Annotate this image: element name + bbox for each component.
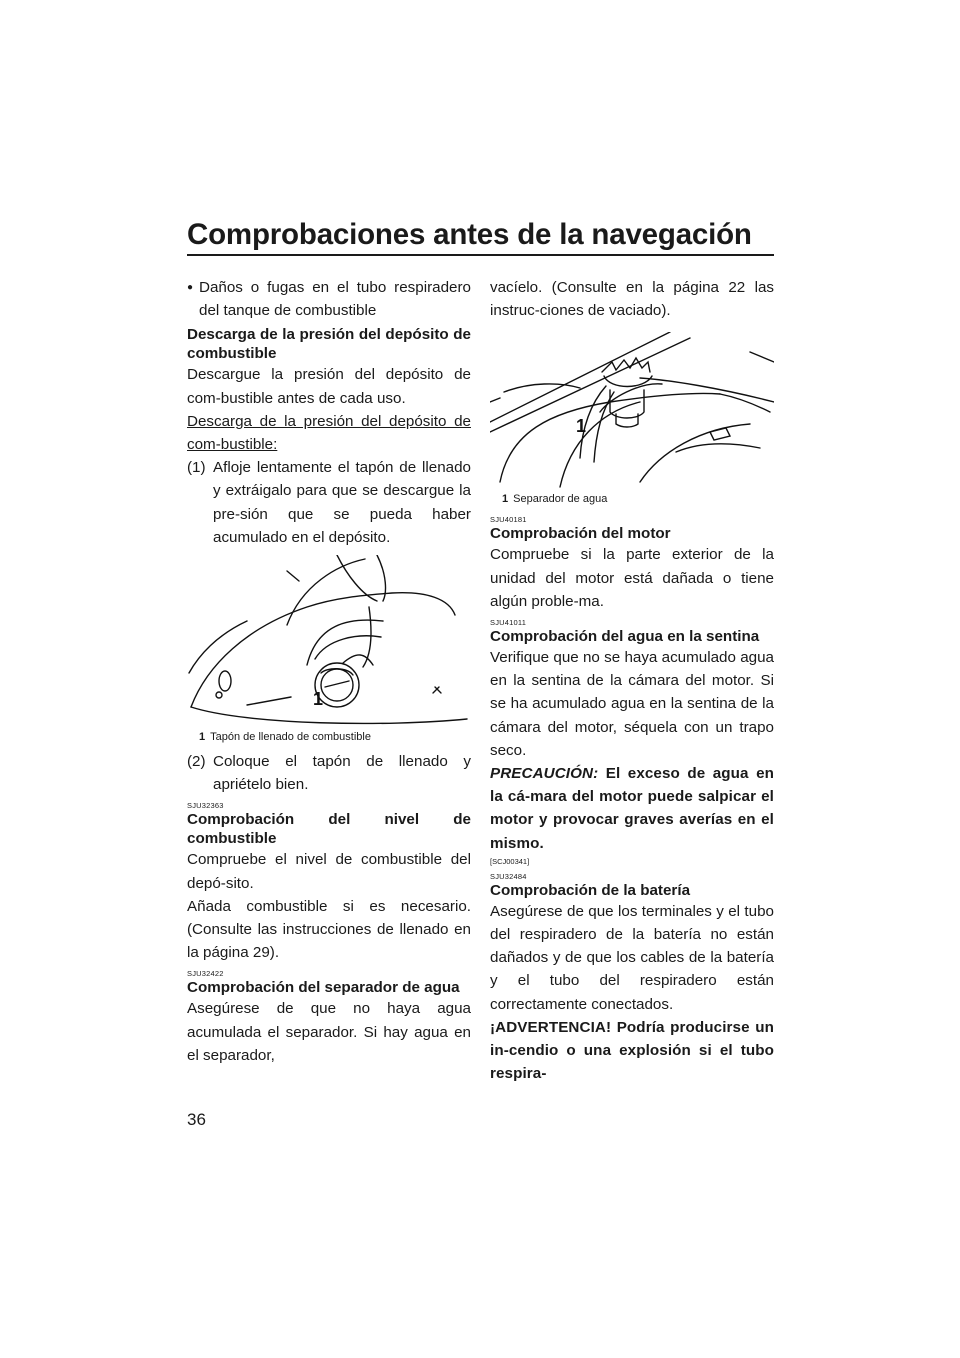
section-heading: Comprobación del nivel de combustible (187, 811, 471, 848)
paragraph: Compruebe el nivel de combustible del depó-sito. (187, 851, 471, 892)
paragraph: Compruebe si la parte exterior de la unidad del motor está dañada o tiene algún proble-ma. (490, 546, 774, 610)
left-column (187, 276, 471, 1067)
section-code: SJU41011 (490, 618, 527, 628)
figure-callout-1: 1 (576, 416, 587, 437)
paragraph: vacíelo. (Consulte en la página 22 las instruc-ciones de vaciado). (490, 279, 774, 320)
paragraph: Asegúrese de que no haya agua acumulada el separador. Si hay agua en el separador, (187, 1000, 471, 1064)
section-code: SJU32484 (490, 871, 527, 881)
section-heading: Comprobación del motor (490, 525, 671, 543)
bullet-dot-icon: ● (187, 282, 194, 293)
figure-caption: 1 Separador de agua (502, 493, 608, 506)
section-code: SJU32363 (187, 801, 224, 811)
step-1: (1) Afloje lentamente el tapón de llenado y extráigalo para que se descargue la pre-sión que se pueda haber acumulado en el depósito. (187, 459, 471, 546)
caution-notice (490, 762, 774, 855)
section-code: SJU40181 (490, 515, 527, 525)
page-title: Comprobaciones antes de la navegación (187, 218, 752, 251)
title-rule (187, 254, 774, 256)
paragraph: Verifique que no se haya acumulado agua en la sentina de la cámara del motor. Si se ha acumulado agua en la sentina de la cámara del motor, séquela con un trapo seco. (490, 649, 774, 759)
figure-fuel-cap (187, 555, 471, 744)
underlined-subheading: Descarga de la presión del depósito de com-bustible: (187, 412, 471, 454)
figure-callout-1: 1 (313, 689, 324, 710)
page-number: 36 (187, 1110, 206, 1129)
section-heading: Comprobación del separador de agua (187, 979, 460, 997)
paragraph: Descargue la presión del depósito de com-bustible antes de cada uso. (187, 366, 471, 407)
bullet-item: ● Daños o fugas en el tubo respiradero del tanque de combustible (187, 276, 471, 322)
right-column (490, 276, 774, 1085)
section-code: SJU32422 (187, 969, 224, 979)
caution-text: El exceso de agua en la cá-mara del motor puede salpicar el motor y provocar graves averías en el mismo. (490, 765, 774, 852)
step-2: (2) Coloque el tapón de llenado y apriételo bien. (187, 753, 471, 794)
caution-code: [SCJ00341] (490, 856, 530, 866)
warning-notice: ¡ADVERTENCIA! Podría producirse un in-cendio o una explosión si el tubo respira- (490, 1018, 774, 1083)
section-heading: Descarga de la presión del depósito de combustible (187, 326, 471, 363)
section-heading: Comprobación de la batería (490, 881, 691, 899)
paragraph: Añada combustible si es necesario. (Consulte las instrucciones de llenado en la página 29). (187, 897, 471, 962)
paragraph: Asegúrese de que los terminales y el tubo del respiradero de la batería no están dañados y de que los cables de la batería y el tubo del respiradero están correctamente conectados. (490, 902, 774, 1013)
fuel-cap-illustration (187, 555, 471, 730)
figure-water-separator (490, 332, 774, 506)
figure-caption: 1 Tapón de llenado de combustible (199, 731, 371, 744)
section-heading: Comprobación del agua en la sentina (490, 628, 760, 646)
caution-label: PRECAUCIÓN: (490, 765, 599, 783)
water-separator-illustration (490, 332, 774, 492)
